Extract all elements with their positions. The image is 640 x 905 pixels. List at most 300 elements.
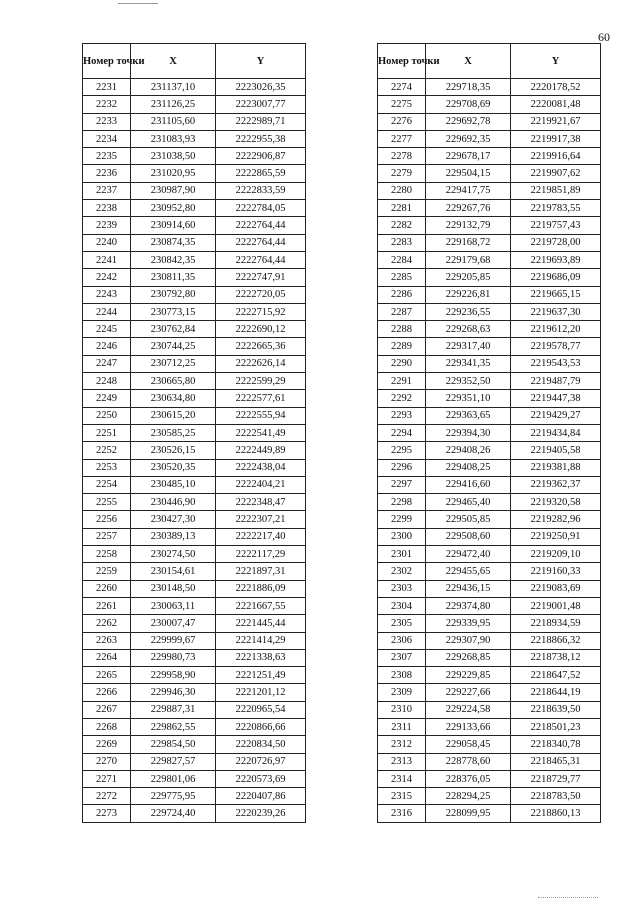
cell-x: 230762,84 — [131, 321, 216, 338]
cell-point-number: 2284 — [378, 251, 426, 268]
cell-x: 229179,68 — [426, 251, 511, 268]
table-body-left — [83, 79, 306, 823]
cell-y: 2219434,84 — [511, 424, 601, 441]
cell-point-number: 2289 — [378, 338, 426, 355]
table-row — [83, 96, 306, 113]
table-row — [83, 234, 306, 251]
cell-x: 229363,65 — [426, 407, 511, 424]
cell-point-number: 2312 — [378, 736, 426, 753]
table-row — [83, 476, 306, 493]
table-row — [378, 528, 601, 545]
cell-y: 2218934,59 — [511, 615, 601, 632]
cell-x: 229417,75 — [426, 182, 511, 199]
cell-point-number: 2286 — [378, 286, 426, 303]
table-row — [378, 251, 601, 268]
coordinates-table-left — [82, 43, 306, 823]
cell-y: 2220081,48 — [511, 96, 601, 113]
cell-y: 2219665,15 — [511, 286, 601, 303]
cell-y: 2222541,49 — [216, 424, 306, 441]
cell-y: 2218738,12 — [511, 649, 601, 666]
table-row — [378, 338, 601, 355]
cell-x: 230665,80 — [131, 373, 216, 390]
table-row — [378, 615, 601, 632]
cell-y: 2219209,10 — [511, 546, 601, 563]
cell-y: 2219447,38 — [511, 390, 601, 407]
cell-x: 229374,80 — [426, 597, 511, 614]
cell-point-number: 2300 — [378, 528, 426, 545]
cell-x: 230987,90 — [131, 182, 216, 199]
cell-y: 2222449,89 — [216, 442, 306, 459]
cell-y: 2221338,63 — [216, 649, 306, 666]
cell-point-number: 2265 — [83, 667, 131, 684]
cell-x: 229408,25 — [426, 459, 511, 476]
cell-point-number: 2266 — [83, 684, 131, 701]
cell-y: 2218729,77 — [511, 770, 601, 787]
cell-y: 2219250,91 — [511, 528, 601, 545]
cell-y: 2220573,69 — [216, 770, 306, 787]
table-row — [83, 718, 306, 735]
cell-x: 230427,30 — [131, 511, 216, 528]
cell-x: 229465,40 — [426, 494, 511, 511]
cell-y: 2222764,44 — [216, 234, 306, 251]
cell-point-number: 2278 — [378, 148, 426, 165]
table-row — [83, 805, 306, 822]
cell-x: 229980,73 — [131, 649, 216, 666]
cell-y: 2219362,37 — [511, 476, 601, 493]
header-x: X — [426, 44, 511, 79]
cell-point-number: 2264 — [83, 649, 131, 666]
cell-point-number: 2252 — [83, 442, 131, 459]
table-row — [83, 580, 306, 597]
table-row — [83, 338, 306, 355]
table-row — [378, 667, 601, 684]
table-row — [378, 580, 601, 597]
cell-y: 2222784,05 — [216, 200, 306, 217]
cell-y: 2219083,69 — [511, 580, 601, 597]
cell-x: 230520,35 — [131, 459, 216, 476]
cell-point-number: 2287 — [378, 303, 426, 320]
cell-y: 2221201,12 — [216, 684, 306, 701]
table-row — [378, 788, 601, 805]
table-row — [378, 494, 601, 511]
cell-y: 2219916,64 — [511, 148, 601, 165]
cell-y: 2223026,35 — [216, 79, 306, 96]
cell-point-number: 2248 — [83, 373, 131, 390]
table-row — [378, 355, 601, 372]
cell-point-number: 2285 — [378, 269, 426, 286]
table-row — [83, 546, 306, 563]
table-row — [83, 528, 306, 545]
cell-y: 2219921,67 — [511, 113, 601, 130]
cell-x: 230811,35 — [131, 269, 216, 286]
cell-point-number: 2247 — [83, 355, 131, 372]
cell-point-number: 2275 — [378, 96, 426, 113]
table-row — [378, 805, 601, 822]
table-row — [83, 200, 306, 217]
cell-y: 2221886,09 — [216, 580, 306, 597]
table-row — [378, 130, 601, 147]
table-row — [378, 753, 601, 770]
cell-x: 230615,20 — [131, 407, 216, 424]
cell-y: 2220834,50 — [216, 736, 306, 753]
table-row — [378, 286, 601, 303]
cell-point-number: 2309 — [378, 684, 426, 701]
cell-point-number: 2245 — [83, 321, 131, 338]
table-row — [378, 476, 601, 493]
cell-x: 228099,95 — [426, 805, 511, 822]
table-row — [83, 182, 306, 199]
table-row — [378, 96, 601, 113]
coordinates-table-right — [377, 43, 601, 823]
table-row — [83, 597, 306, 614]
cell-y: 2219487,79 — [511, 373, 601, 390]
cell-y: 2218465,31 — [511, 753, 601, 770]
cell-point-number: 2233 — [83, 113, 131, 130]
cell-y: 2222404,21 — [216, 476, 306, 493]
cell-y: 2219429,27 — [511, 407, 601, 424]
table-row — [83, 563, 306, 580]
cell-y: 2222217,40 — [216, 528, 306, 545]
cell-point-number: 2308 — [378, 667, 426, 684]
cell-x: 230063,11 — [131, 597, 216, 614]
cell-point-number: 2292 — [378, 390, 426, 407]
cell-point-number: 2279 — [378, 165, 426, 182]
table-row — [83, 407, 306, 424]
cell-point-number: 2280 — [378, 182, 426, 199]
cell-point-number: 2250 — [83, 407, 131, 424]
cell-x: 230773,15 — [131, 303, 216, 320]
cell-point-number: 2268 — [83, 718, 131, 735]
cell-x: 229436,15 — [426, 580, 511, 597]
cell-point-number: 2305 — [378, 615, 426, 632]
cell-x: 229132,79 — [426, 217, 511, 234]
table-row — [378, 321, 601, 338]
table-row — [378, 511, 601, 528]
cell-x: 228376,05 — [426, 770, 511, 787]
cell-x: 229226,81 — [426, 286, 511, 303]
cell-point-number: 2291 — [378, 373, 426, 390]
table-row — [378, 217, 601, 234]
cell-x: 229268,85 — [426, 649, 511, 666]
cell-point-number: 2310 — [378, 701, 426, 718]
cell-point-number: 2255 — [83, 494, 131, 511]
table-row — [83, 753, 306, 770]
cell-x: 231038,50 — [131, 148, 216, 165]
cell-point-number: 2303 — [378, 580, 426, 597]
header-point-number: Номер точки — [378, 44, 426, 79]
table-row — [378, 200, 601, 217]
table-header-row — [378, 44, 601, 79]
cell-x: 229416,60 — [426, 476, 511, 493]
table-row — [378, 546, 601, 563]
cell-x: 230485,10 — [131, 476, 216, 493]
table-row — [83, 667, 306, 684]
table-row — [83, 148, 306, 165]
cell-y: 2221251,49 — [216, 667, 306, 684]
cell-point-number: 2262 — [83, 615, 131, 632]
cell-x: 230007,47 — [131, 615, 216, 632]
cell-x: 231020,95 — [131, 165, 216, 182]
cell-y: 2219637,30 — [511, 303, 601, 320]
cell-point-number: 2299 — [378, 511, 426, 528]
cell-point-number: 2307 — [378, 649, 426, 666]
table-row — [83, 615, 306, 632]
table-row — [83, 217, 306, 234]
table-row — [83, 113, 306, 130]
cell-point-number: 2261 — [83, 597, 131, 614]
cell-x: 229339,95 — [426, 615, 511, 632]
cell-point-number: 2274 — [378, 79, 426, 96]
cell-y: 2220178,52 — [511, 79, 601, 96]
cell-point-number: 2258 — [83, 546, 131, 563]
cell-x: 230526,15 — [131, 442, 216, 459]
cell-y: 2218866,32 — [511, 632, 601, 649]
cell-x: 229724,40 — [131, 805, 216, 822]
table-row — [83, 321, 306, 338]
cell-x: 229505,85 — [426, 511, 511, 528]
cell-y: 2223007,77 — [216, 96, 306, 113]
cell-x: 229268,63 — [426, 321, 511, 338]
cell-point-number: 2239 — [83, 217, 131, 234]
table-row — [83, 303, 306, 320]
cell-point-number: 2295 — [378, 442, 426, 459]
table-row — [378, 701, 601, 718]
cell-x: 231083,93 — [131, 130, 216, 147]
table-row — [83, 701, 306, 718]
cell-point-number: 2240 — [83, 234, 131, 251]
cell-x: 230585,25 — [131, 424, 216, 441]
cell-y: 2222348,47 — [216, 494, 306, 511]
cell-x: 229999,67 — [131, 632, 216, 649]
cell-x: 229708,69 — [426, 96, 511, 113]
cell-point-number: 2257 — [83, 528, 131, 545]
table-row — [378, 597, 601, 614]
cell-x: 229801,06 — [131, 770, 216, 787]
cell-point-number: 2276 — [378, 113, 426, 130]
header-y: Y — [216, 44, 306, 79]
cell-y: 2222599,29 — [216, 373, 306, 390]
cell-x: 229352,50 — [426, 373, 511, 390]
cell-point-number: 2270 — [83, 753, 131, 770]
cell-point-number: 2249 — [83, 390, 131, 407]
table-row — [83, 736, 306, 753]
cell-y: 2222307,21 — [216, 511, 306, 528]
table-row — [378, 442, 601, 459]
cell-y: 2221445,44 — [216, 615, 306, 632]
cell-point-number: 2282 — [378, 217, 426, 234]
cell-point-number: 2306 — [378, 632, 426, 649]
cell-x: 229236,55 — [426, 303, 511, 320]
cell-x: 229168,72 — [426, 234, 511, 251]
cell-y: 2222117,29 — [216, 546, 306, 563]
cell-x: 228294,25 — [426, 788, 511, 805]
table-row — [83, 494, 306, 511]
cell-point-number: 2236 — [83, 165, 131, 182]
cell-x: 230842,35 — [131, 251, 216, 268]
cell-point-number: 2251 — [83, 424, 131, 441]
table-row — [378, 303, 601, 320]
header-x: X — [131, 44, 216, 79]
table-header-row — [83, 44, 306, 79]
cell-y: 2222989,71 — [216, 113, 306, 130]
cell-x: 229775,95 — [131, 788, 216, 805]
cell-x: 229133,66 — [426, 718, 511, 735]
cell-point-number: 2301 — [378, 546, 426, 563]
cell-x: 229205,85 — [426, 269, 511, 286]
table-row — [83, 286, 306, 303]
table-row — [83, 424, 306, 441]
cell-y: 2219851,89 — [511, 182, 601, 199]
cell-x: 229718,35 — [426, 79, 511, 96]
cell-x: 231126,25 — [131, 96, 216, 113]
cell-x: 230634,80 — [131, 390, 216, 407]
cell-x: 230792,80 — [131, 286, 216, 303]
table-row — [83, 511, 306, 528]
cell-x: 231105,60 — [131, 113, 216, 130]
table-row — [83, 269, 306, 286]
cell-x: 229317,40 — [426, 338, 511, 355]
page-number: 60 — [598, 30, 610, 44]
table-row — [83, 165, 306, 182]
cell-point-number: 2235 — [83, 148, 131, 165]
cell-x: 230446,90 — [131, 494, 216, 511]
cell-point-number: 2238 — [83, 200, 131, 217]
cell-point-number: 2298 — [378, 494, 426, 511]
table-row — [83, 649, 306, 666]
cell-point-number: 2272 — [83, 788, 131, 805]
cell-x: 231137,10 — [131, 79, 216, 96]
cell-y: 2219917,38 — [511, 130, 601, 147]
cell-y: 2222577,61 — [216, 390, 306, 407]
cell-y: 2219757,43 — [511, 217, 601, 234]
cell-point-number: 2253 — [83, 459, 131, 476]
cell-y: 2218639,50 — [511, 701, 601, 718]
table-row — [378, 718, 601, 735]
table-row — [378, 182, 601, 199]
cell-x: 229455,65 — [426, 563, 511, 580]
cell-x: 229267,76 — [426, 200, 511, 217]
cell-y: 2219405,58 — [511, 442, 601, 459]
cell-y: 2219686,09 — [511, 269, 601, 286]
cell-x: 229692,35 — [426, 130, 511, 147]
cell-point-number: 2273 — [83, 805, 131, 822]
cell-y: 2221667,55 — [216, 597, 306, 614]
cell-point-number: 2267 — [83, 701, 131, 718]
cell-y: 2219001,48 — [511, 597, 601, 614]
cell-x: 230744,25 — [131, 338, 216, 355]
cell-point-number: 2311 — [378, 718, 426, 735]
table-row — [378, 113, 601, 130]
cell-x: 230154,61 — [131, 563, 216, 580]
table-row — [83, 79, 306, 96]
cell-x: 229862,55 — [131, 718, 216, 735]
table-row — [378, 407, 601, 424]
cell-x: 229504,15 — [426, 165, 511, 182]
cell-y: 2219381,88 — [511, 459, 601, 476]
cell-point-number: 2237 — [83, 182, 131, 199]
cell-x: 229408,26 — [426, 442, 511, 459]
cell-point-number: 2315 — [378, 788, 426, 805]
header-point-number: Номер точки — [83, 44, 131, 79]
cell-x: 229472,40 — [426, 546, 511, 563]
cell-x: 229854,50 — [131, 736, 216, 753]
cell-y: 2222555,94 — [216, 407, 306, 424]
cell-point-number: 2296 — [378, 459, 426, 476]
cell-point-number: 2313 — [378, 753, 426, 770]
table-row — [378, 234, 601, 251]
table-row — [83, 373, 306, 390]
cell-x: 230712,25 — [131, 355, 216, 372]
header-y: Y — [511, 44, 601, 79]
cell-x: 229887,31 — [131, 701, 216, 718]
cell-x: 229508,60 — [426, 528, 511, 545]
cell-point-number: 2254 — [83, 476, 131, 493]
cell-x: 229827,57 — [131, 753, 216, 770]
cell-y: 2220726,97 — [216, 753, 306, 770]
cell-point-number: 2243 — [83, 286, 131, 303]
table-row — [378, 390, 601, 407]
table-row — [378, 373, 601, 390]
table-row — [83, 770, 306, 787]
table-row — [378, 632, 601, 649]
table-row — [378, 770, 601, 787]
cell-y: 2219160,33 — [511, 563, 601, 580]
table-row — [378, 563, 601, 580]
table-row — [378, 424, 601, 441]
cell-y: 2221414,29 — [216, 632, 306, 649]
cell-y: 2218860,13 — [511, 805, 601, 822]
scan-edge-mark — [538, 897, 598, 898]
cell-y: 2219612,20 — [511, 321, 601, 338]
cell-point-number: 2302 — [378, 563, 426, 580]
cell-y: 2219783,55 — [511, 200, 601, 217]
cell-x: 230914,60 — [131, 217, 216, 234]
cell-x: 229958,90 — [131, 667, 216, 684]
table-row — [378, 79, 601, 96]
cell-y: 2219907,62 — [511, 165, 601, 182]
cell-point-number: 2246 — [83, 338, 131, 355]
cell-y: 2219728,00 — [511, 234, 601, 251]
cell-y: 2218644,19 — [511, 684, 601, 701]
cell-x: 229307,90 — [426, 632, 511, 649]
cell-x: 230274,50 — [131, 546, 216, 563]
cell-point-number: 2316 — [378, 805, 426, 822]
cell-x: 229692,78 — [426, 113, 511, 130]
cell-y: 2219320,58 — [511, 494, 601, 511]
table-row — [378, 649, 601, 666]
cell-y: 2218783,50 — [511, 788, 601, 805]
cell-y: 2222764,44 — [216, 217, 306, 234]
cell-y: 2219282,96 — [511, 511, 601, 528]
cell-y: 2218340,78 — [511, 736, 601, 753]
cell-point-number: 2297 — [378, 476, 426, 493]
cell-point-number: 2294 — [378, 424, 426, 441]
cell-y: 2222865,59 — [216, 165, 306, 182]
cell-point-number: 2260 — [83, 580, 131, 597]
cell-y: 2222720,05 — [216, 286, 306, 303]
cell-x: 229224,58 — [426, 701, 511, 718]
cell-point-number: 2241 — [83, 251, 131, 268]
cell-y: 2222715,92 — [216, 303, 306, 320]
cell-y: 2219693,89 — [511, 251, 601, 268]
table-row — [378, 165, 601, 182]
table-row — [83, 390, 306, 407]
table-row — [378, 736, 601, 753]
cell-y: 2222626,14 — [216, 355, 306, 372]
cell-y: 2222955,38 — [216, 130, 306, 147]
cell-point-number: 2293 — [378, 407, 426, 424]
cell-x: 230952,80 — [131, 200, 216, 217]
